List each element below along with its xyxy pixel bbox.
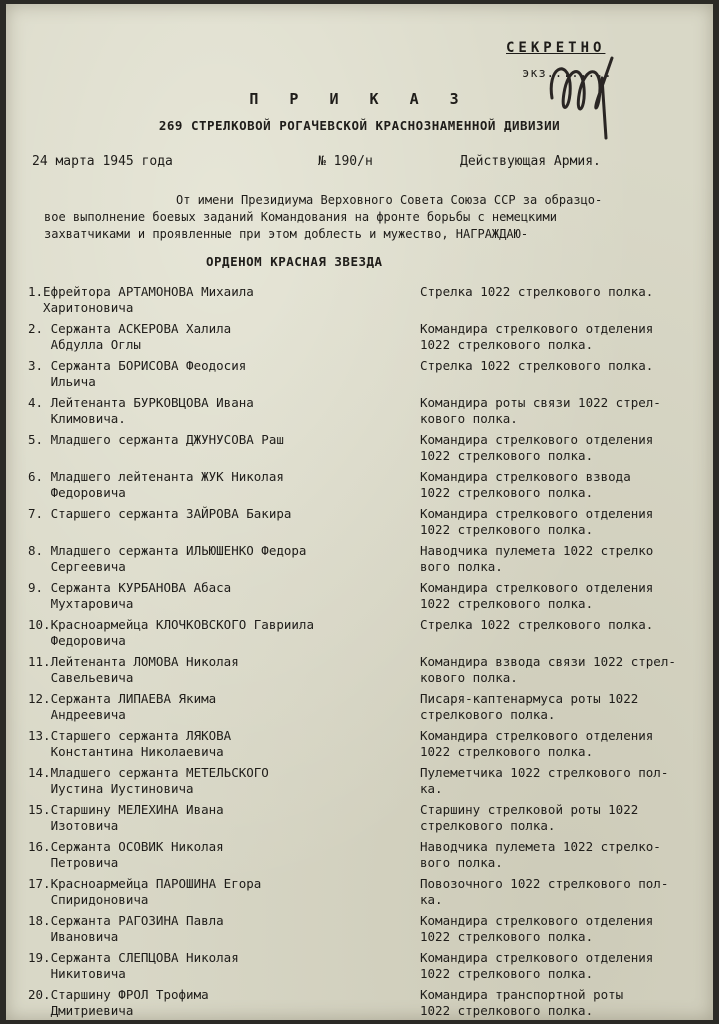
entry-name-line: Андреевича [28,707,126,722]
entry-position [420,469,712,501]
entry-name-line: Никитовича [28,966,126,981]
award-entry [6,284,713,320]
award-entry [6,321,713,357]
award-name: ОРДЕНОМ КРАСНАЯ ЗВЕЗДА [206,254,383,269]
entry-name-line: 12.Сержанта ЛИПАЕВА Якима [28,691,217,706]
entry-name-line: 4. Лейтенанта БУРКОВЦОВА Ивана [28,395,254,410]
copy-number: экз........ [522,66,613,80]
entry-name [28,432,418,448]
entry-name [28,617,418,649]
entry-name-line: 13.Старшего сержанта ЛЯКОВА [28,728,232,743]
entry-name [28,876,418,908]
entry-position-line: 1022 стрелкового полка. [420,596,594,611]
entry-name [28,839,418,871]
entry-name-line: Ильича [28,374,96,389]
entry-position-line: Командира стрелкового отделения [420,321,654,336]
entry-position [420,913,712,945]
entry-position [420,765,712,797]
entry-position-line: Командира стрелкового отделения [420,913,654,928]
entry-name-line: 8. Младшего сержанта ИЛЬЮШЕНКО Федора [28,543,307,558]
entry-position [420,876,712,908]
entry-name [28,987,418,1019]
entry-name-line: Спиридоновича [28,892,149,907]
entry-position [420,321,712,353]
entry-position-line: Стрелка 1022 стрелкового полка. [420,617,654,632]
entry-position [420,839,712,871]
entry-name-line: Харитоновича [28,300,134,315]
entry-position-line: 1022 стрелкового полка. [420,337,594,352]
entry-name-line: 20.Старшину ФРОЛ Трофима [28,987,209,1002]
entry-name-line: 10.Красноармейца КЛОЧКОВСКОГО Гавриила [28,617,314,632]
award-entry [6,432,713,468]
entry-position [420,654,712,686]
entry-name [28,802,418,834]
entry-name [28,395,418,427]
entry-position-line: Наводчика пулемета 1022 стрелко [420,543,654,558]
entry-name-line: 16.Сержанта ОСОВИК Николая [28,839,224,854]
army-label: Действующая Армия. [460,154,601,169]
entry-position-line: 1022 стрелкового полка. [420,448,594,463]
entry-position-line: Пулеметчика 1022 стрелкового пол- [420,765,669,780]
entry-position-line: 1022 стрелкового полка. [420,744,594,759]
entry-position-line: вого полка. [420,855,503,870]
entry-position [420,284,712,300]
entry-name-line: 17.Красноармейца ПАРОШИНА Егора [28,876,262,891]
entry-position [420,358,712,374]
entry-name [28,506,418,522]
entry-name-line: Савельевича [28,670,134,685]
entry-position-line: Командира стрелкового отделения [420,580,654,595]
award-entry [6,617,713,653]
entry-position-line: Командира взвода связи 1022 стрел- [420,654,676,669]
entry-name-line: 6. Младшего лейтенанта ЖУК Николая [28,469,284,484]
entry-name-line: Федоровича [28,485,126,500]
entry-position [420,395,712,427]
entry-position-line: Старшину стрелковой роты 1022 [420,802,639,817]
entry-position [420,691,712,723]
entry-name-line: 9. Сержанта КУРБАНОВА Абаса [28,580,232,595]
entry-name-line: Мухтаровича [28,596,134,611]
preamble [44,192,694,243]
order-title: П Р И К А З [249,90,470,108]
document-sheet [6,4,713,1020]
entry-position [420,950,712,982]
entry-position-line: Писаря-каптенармуса роты 1022 [420,691,639,706]
entry-name-line: 11.Лейтенанта ЛОМОВА Николая [28,654,239,669]
entry-name-line: Абдулла Оглы [28,337,141,352]
entry-position-line: 1022 стрелкового полка. [420,929,594,944]
entry-name-line: 2. Сержанта АСКЕРОВА Халила [28,321,232,336]
entry-name-line: 14.Младшего сержанта МЕТЕЛЬСКОГО [28,765,269,780]
award-entry [6,543,713,579]
entry-name [28,765,418,797]
entry-name-line: 1.Ефрейтора АРТАМОНОВА Михаила [28,284,254,299]
entry-name [28,321,418,353]
award-entry [6,987,713,1020]
order-number: № 190/н [318,154,373,169]
award-entry [6,950,713,986]
entry-name-line: Дмитриевича [28,1003,134,1018]
award-entry [6,358,713,394]
entry-name-line: Петровича [28,855,119,870]
award-entry [6,765,713,801]
entry-name-line: Ивановича [28,929,119,944]
entry-name-line: 15.Старшину МЕЛЕХИНА Ивана [28,802,224,817]
entry-position-line: кового полка. [420,670,518,685]
entry-name [28,728,418,760]
entry-position-line: ка. [420,781,443,796]
entry-name-line: 7. Старшего сержанта ЗАЙРОВА Бакира [28,506,292,521]
entry-name-line: 19.Сержанта СЛЕПЦОВА Николая [28,950,239,965]
entry-name-line: Сергеевича [28,559,126,574]
entry-position-line: 1022 стрелкового полка. [420,485,594,500]
entry-position [420,728,712,760]
award-entry [6,802,713,838]
entry-position-line: стрелкового полка. [420,818,556,833]
entry-name-line: Климовича. [28,411,126,426]
entry-position [420,987,712,1019]
entry-name [28,358,418,390]
entry-name-line: 18.Сержанта РАГОЗИНА Павла [28,913,224,928]
award-entry [6,728,713,764]
entry-position-line: 1022 стрелкового полка. [420,966,594,981]
entry-position-line: стрелкового полка. [420,707,556,722]
entry-position-line: Стрелка 1022 стрелкового полка. [420,358,654,373]
entry-name-line: 5. Младшего сержанта ДЖУНУСОВА Раш [28,432,284,447]
secret-stamp: СЕКРЕТНО [506,40,606,56]
award-entry [6,506,713,542]
entry-name [28,654,418,686]
entry-position-line: 1022 стрелкового полка. [420,522,594,537]
preamble-line: захватчиками и проявленные при этом доблесть и мужество, НАГРАЖДАЮ- [44,227,529,241]
entry-name [28,913,418,945]
entry-position [420,580,712,612]
entry-position-line: Командира стрелкового отделения [420,432,654,447]
entry-position [420,543,712,575]
award-entry [6,839,713,875]
award-entry [6,654,713,690]
entry-name-line: Изотовича [28,818,119,833]
preamble-line: вое выполнение боевых заданий Командования на фронте борьбы с немецкими [44,210,557,224]
entry-position-line: 1022 стрелкового полка. [420,1003,594,1018]
entry-position-line: Командира стрелкового отделения [420,950,654,965]
entry-position [420,432,712,464]
award-entry [6,913,713,949]
award-entry [6,580,713,616]
entry-position [420,802,712,834]
entry-name-line: 3. Сержанта БОРИСОВА Феодосия [28,358,247,373]
entry-position-line: Наводчика пулемета 1022 стрелко- [420,839,661,854]
award-entry [6,691,713,727]
entry-name [28,284,418,316]
entry-name [28,691,418,723]
preamble-line: От имени Президиума Верховного Совета Союза ССР за образцо- [176,193,603,207]
entry-name [28,543,418,575]
entry-name-line: Иустина Иустиновича [28,781,194,796]
entry-name-line: Константина Николаевича [28,744,224,759]
order-date: 24 марта 1945 года [32,154,173,169]
entry-position [420,506,712,538]
entry-position-line: вого полка. [420,559,503,574]
entry-name [28,469,418,501]
entry-position [420,617,712,633]
entry-name [28,580,418,612]
award-entry [6,876,713,912]
entry-name [28,950,418,982]
award-entry [6,469,713,505]
entry-position-line: Повозочного 1022 стрелкового пол- [420,876,669,891]
division-name: 269 СТРЕЛКОВОЙ РОГАЧЕВСКОЙ КРАСНОЗНАМЕННОЙ ДИВИЗИИ [158,118,561,133]
entry-name-line: Федоровича [28,633,126,648]
award-entry [6,395,713,431]
entry-position-line: Командира транспортной роты [420,987,624,1002]
entry-position-line: Командира стрелкового отделения [420,728,654,743]
entry-position-line: Командира стрелкового взвода [420,469,631,484]
entry-position-line: Командира стрелкового отделения [420,506,654,521]
entry-position-line: ка. [420,892,443,907]
entry-position-line: кового полка. [420,411,518,426]
entry-position-line: Командира роты связи 1022 стрел- [420,395,661,410]
entry-position-line: Стрелка 1022 стрелкового полка. [420,284,654,299]
